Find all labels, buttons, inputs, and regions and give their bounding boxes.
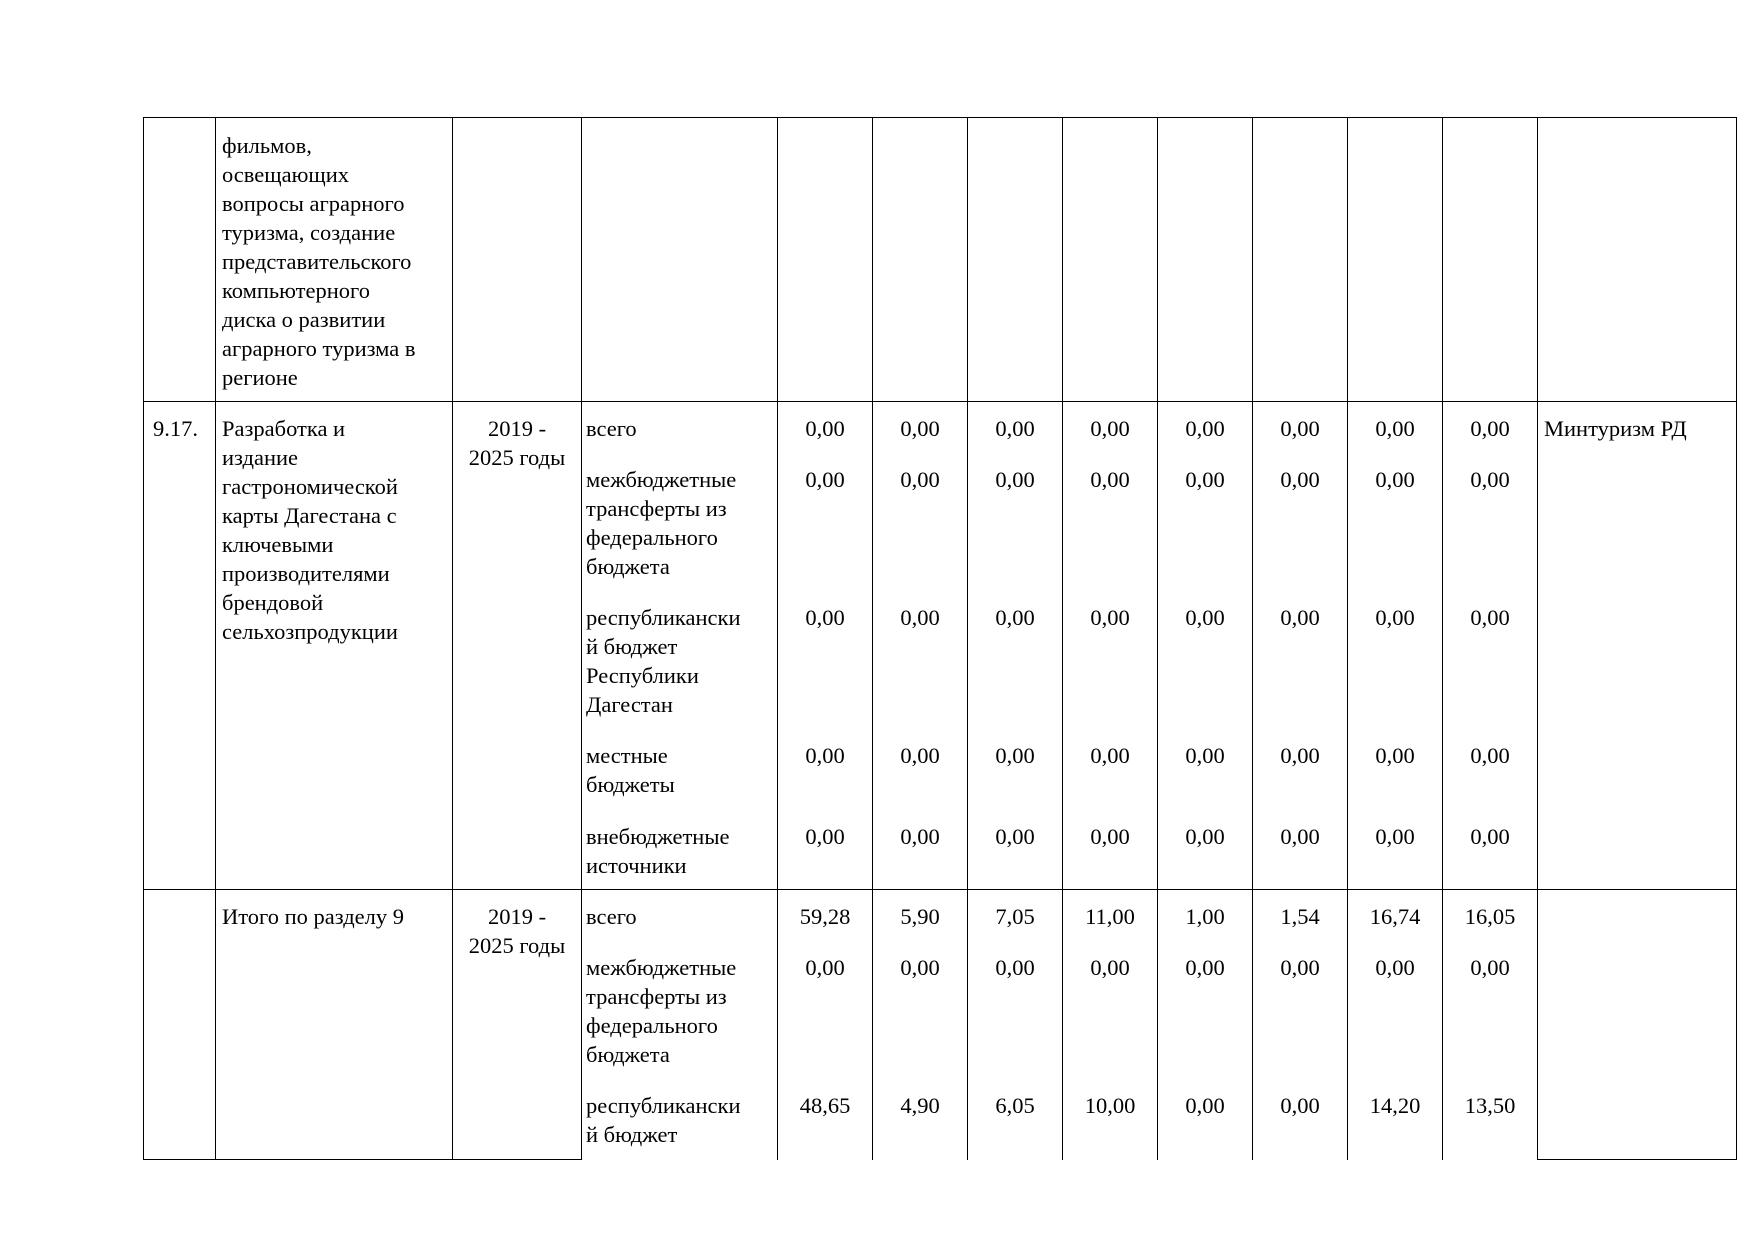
value-cell: 0,00 xyxy=(900,955,940,980)
value-cell: 0,00 xyxy=(1090,955,1130,980)
continuation-row xyxy=(143,117,1737,402)
funding-label: всего xyxy=(586,416,637,441)
funding-label: местные бюджеты xyxy=(586,743,675,797)
value-cell: 0,00 xyxy=(1470,467,1510,492)
funding-label: межбюджетные трансферты из федерального бюджета xyxy=(586,467,737,579)
value-cell: 0,00 xyxy=(805,605,845,630)
item-period: 2019 - 2025 годы xyxy=(468,416,566,470)
value-cell: 0,00 xyxy=(1470,955,1510,980)
value-cell: 0,00 xyxy=(995,467,1035,492)
value-cell: 0,00 xyxy=(1375,467,1415,492)
value-cell: 0,00 xyxy=(900,467,940,492)
value-cell: 0,00 xyxy=(805,416,845,441)
value-cell: 0,00 xyxy=(1280,955,1320,980)
funding-label: всего xyxy=(586,904,637,929)
value-cell: 0,00 xyxy=(1470,743,1510,768)
value-cell: 0,00 xyxy=(1090,743,1130,768)
total-period: 2019 - 2025 годы xyxy=(468,904,566,958)
value-cell: 0,00 xyxy=(1280,824,1320,849)
value-cell: 59,28 xyxy=(799,904,851,929)
value-cell: 16,74 xyxy=(1369,904,1421,929)
value-cell: 0,00 xyxy=(1090,824,1130,849)
item-responsible: Минтуризм РД xyxy=(1544,416,1687,441)
value-cell: 0,00 xyxy=(900,824,940,849)
value-cell: 0,00 xyxy=(995,955,1035,980)
value-cell: 0,00 xyxy=(805,955,845,980)
value-cell: 0,00 xyxy=(1185,416,1225,441)
value-cell: 13,50 xyxy=(1464,1093,1516,1118)
value-cell: 10,00 xyxy=(1084,1093,1136,1118)
value-cell: 5,90 xyxy=(900,904,940,929)
value-cell: 48,65 xyxy=(799,1093,851,1118)
value-cell: 0,00 xyxy=(1375,416,1415,441)
value-cell: 0,00 xyxy=(1185,1093,1225,1118)
item-number: 9.17. xyxy=(153,416,198,441)
value-cell: 0,00 xyxy=(1280,416,1320,441)
value-cell: 0,00 xyxy=(1185,605,1225,630)
value-cell: 0,00 xyxy=(995,743,1035,768)
funding-label: межбюджетные трансферты из федерального бюджета xyxy=(586,955,737,1067)
value-cell: 4,90 xyxy=(900,1093,940,1118)
value-cell: 0,00 xyxy=(1090,416,1130,441)
funding-label: республикански й бюджет xyxy=(586,1093,741,1147)
value-cell: 6,05 xyxy=(995,1093,1035,1118)
value-cell: 0,00 xyxy=(1090,467,1130,492)
value-cell: 0,00 xyxy=(995,824,1035,849)
value-cell: 11,00 xyxy=(1085,904,1135,929)
value-cell: 0,00 xyxy=(1375,605,1415,630)
value-cell: 0,00 xyxy=(805,743,845,768)
value-cell: 0,00 xyxy=(900,743,940,768)
value-cell: 0,00 xyxy=(1090,605,1130,630)
value-cell: 0,00 xyxy=(1375,824,1415,849)
value-cell: 0,00 xyxy=(1280,467,1320,492)
value-cell: 0,00 xyxy=(995,605,1035,630)
budget-table xyxy=(143,117,1737,1160)
value-cell: 0,00 xyxy=(1375,743,1415,768)
value-cell: 0,00 xyxy=(900,416,940,441)
item-name: Разработка и издание гастрономической карты Дагестана с ключевыми производителями брендовой сельхозпродукции xyxy=(222,416,398,644)
value-cell: 1,54 xyxy=(1280,904,1320,929)
value-cell: 0,00 xyxy=(1280,743,1320,768)
section-9-total-row xyxy=(143,890,1737,1160)
value-cell: 0,00 xyxy=(1185,955,1225,980)
value-cell: 0,00 xyxy=(1280,605,1320,630)
value-cell: 7,05 xyxy=(995,904,1035,929)
value-cell: 16,05 xyxy=(1464,904,1516,929)
value-cell: 14,20 xyxy=(1369,1093,1421,1118)
value-cell: 0,00 xyxy=(1470,605,1510,630)
value-cell: 0,00 xyxy=(805,467,845,492)
funding-label: республикански й бюджет Республики Дагестан xyxy=(586,605,741,717)
funding-label: внебюджетные источники xyxy=(586,824,730,878)
value-cell: 0,00 xyxy=(1280,1093,1320,1118)
item-9-17-row xyxy=(143,402,1737,890)
value-cell: 0,00 xyxy=(1185,824,1225,849)
value-cell: 0,00 xyxy=(995,416,1035,441)
value-cell: 0,00 xyxy=(900,605,940,630)
value-cell: 0,00 xyxy=(1375,955,1415,980)
value-cell: 1,00 xyxy=(1185,904,1225,929)
total-name: Итого по разделу 9 xyxy=(222,904,404,929)
value-cell: 0,00 xyxy=(1470,824,1510,849)
continuation-name: фильмов, освещающих вопросы аграрного туризма, создание представительского компьютерного диска о развитии аграрного туризма в регионе xyxy=(222,133,416,390)
value-cell: 0,00 xyxy=(1185,467,1225,492)
value-cell: 0,00 xyxy=(805,824,845,849)
value-cell: 0,00 xyxy=(1470,416,1510,441)
value-cell: 0,00 xyxy=(1185,743,1225,768)
